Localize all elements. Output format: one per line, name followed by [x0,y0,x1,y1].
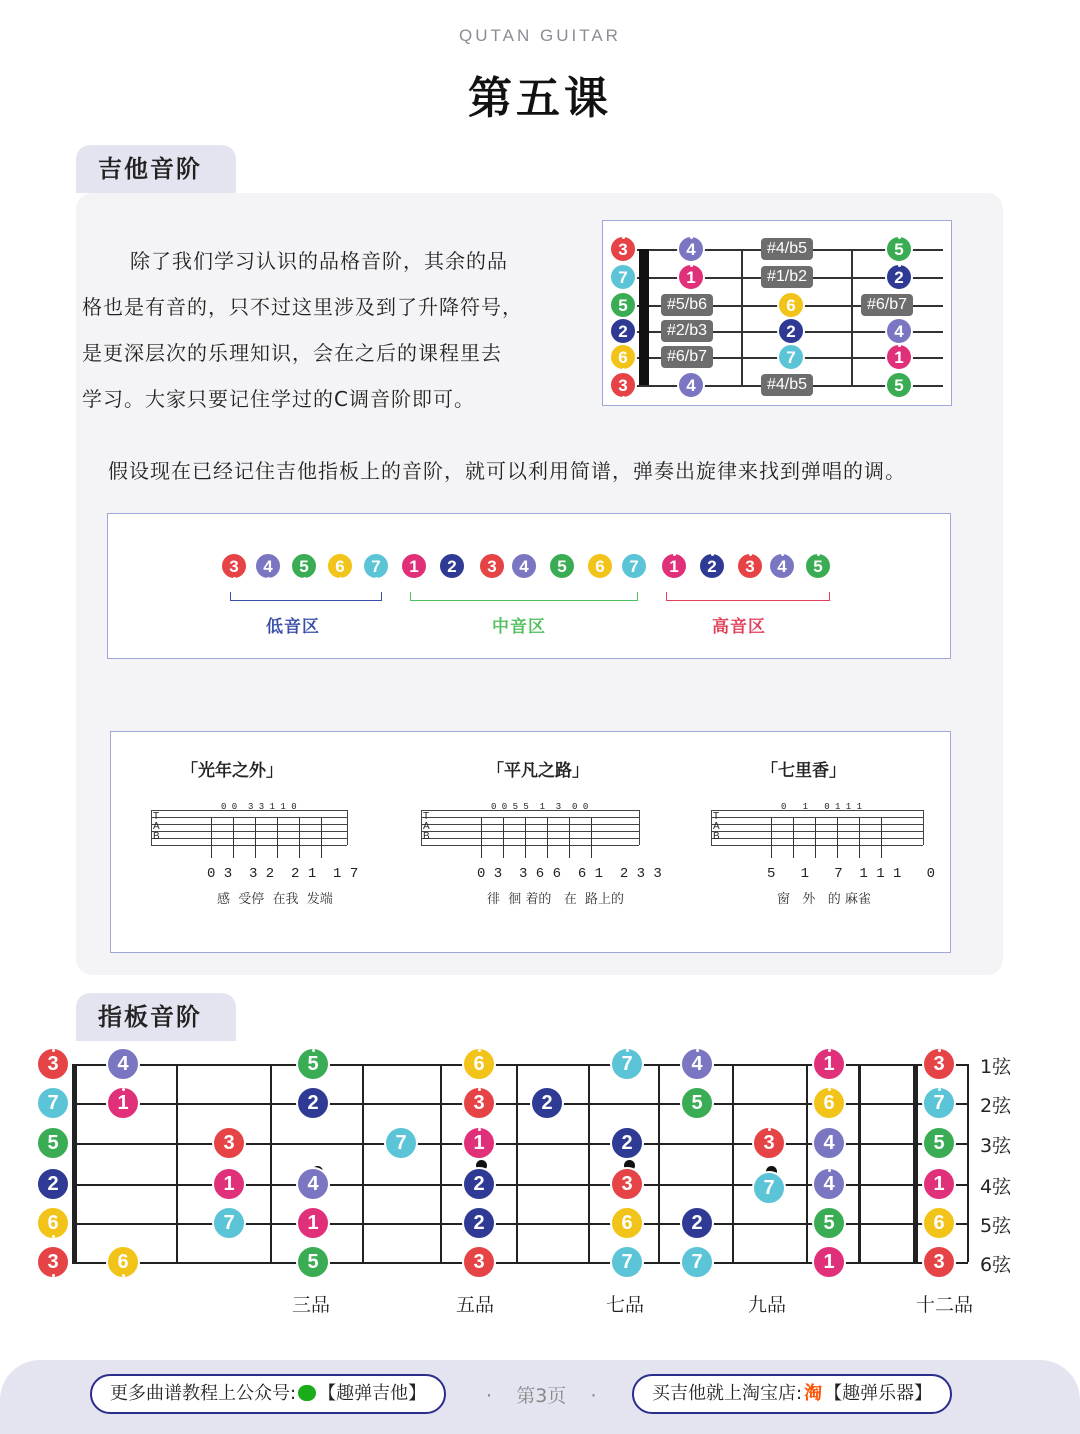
song-title: 「七里香」 [761,761,846,781]
note-2-dot: 2 [777,317,805,345]
wechat-pill[interactable] [90,1374,446,1414]
accidental-label: #5/b6 [661,294,713,316]
grid-line [151,831,347,832]
song-title: 「平凡之路」 [487,761,589,781]
string-label: 1弦 [980,1056,1012,1078]
note-4-dot: 4 [677,235,705,263]
grid-line [741,249,743,385]
note-4-dot: 4 [677,371,705,399]
lesson-title: 第五课 [468,73,612,124]
grid-line [859,818,860,858]
grid-line [711,810,712,845]
note-4-dot: 4 [768,552,796,580]
jianpu-notation: 5 1 7 1 1 1 0 [767,866,936,882]
page-number-wrap: · 第3页 · [486,1385,597,1407]
note-3-dot: 3 [609,371,637,399]
note-4-dot: 4 [680,1047,714,1081]
grid-line [440,1064,442,1262]
note-3-dot: 3 [752,1126,786,1160]
note-7-dot: 7 [609,263,637,291]
fret-label: 五品 [456,1294,495,1316]
fret-label: 九品 [748,1294,787,1316]
note-1-dot: 1 [106,1086,140,1120]
note-3-dot: 3 [36,1245,70,1279]
fretboard-diagram [0,1040,1080,1340]
grid-line [421,817,639,818]
note-6-dot: 6 [36,1206,70,1240]
note-6-dot: 6 [922,1206,956,1240]
jianpu-notation: 0 3 3 6 6 6 1 2 3 3 [477,866,662,882]
grid-line [547,818,548,858]
note-2-dot: 2 [609,317,637,345]
song-lyrics: 窗 外 的 麻雀 [777,892,871,907]
note-5-dot: 5 [804,552,832,580]
note-7-dot: 7 [384,1126,418,1160]
grid-line [913,1064,915,1262]
note-range-box [107,513,951,659]
note-7-dot: 7 [362,552,390,580]
grid-line [591,818,592,858]
note-3-dot: 3 [212,1126,246,1160]
note-2-dot: 2 [36,1167,70,1201]
grid-line [151,845,347,846]
tab-clef: T A B [153,811,160,842]
note-1-dot: 1 [660,552,688,580]
note-1-dot: 1 [812,1047,846,1081]
note-5-dot: 5 [609,291,637,319]
note-3-dot: 3 [462,1245,496,1279]
note-5-dot: 5 [922,1126,956,1160]
low-zone-bracket [230,592,382,601]
grid-line [151,824,347,825]
note-2-dot: 2 [462,1206,496,1240]
note-6-dot: 6 [106,1245,140,1279]
note-4-dot: 4 [812,1167,846,1201]
note-6-dot: 6 [610,1206,644,1240]
note-4-dot: 4 [885,317,913,345]
note-6-dot: 6 [609,343,637,371]
note-2-dot: 2 [680,1206,714,1240]
note-6-dot: 6 [462,1047,496,1081]
low-zone-label: 低音区 [266,617,320,637]
string-label: 4弦 [980,1176,1012,1198]
note-5-dot: 5 [36,1126,70,1160]
accidental-label: #1/b2 [761,266,813,288]
tab-clef: T A B [423,811,430,842]
intro-line: 除了我们学习认识的品格音阶，其余的品 [130,249,508,273]
note-2-dot: 2 [530,1086,564,1120]
note-6-dot: 6 [777,291,805,319]
taobao-icon: 淘 [804,1383,823,1404]
grid-line [732,1064,734,1262]
grid-line [915,1064,918,1262]
grid-line [255,818,256,858]
note-2-dot: 2 [438,552,466,580]
note-2-dot: 2 [885,263,913,291]
grid-line [270,1064,272,1262]
fret-label: 七品 [606,1294,645,1316]
intro-line: 格也是有音的，只不过这里涉及到了升降符号， [82,295,523,319]
grid-line [711,824,923,825]
string-label: 5弦 [980,1215,1012,1237]
grid-line [151,810,152,845]
song-lyrics: 徘 徊 着的 在 路上的 [487,892,625,907]
note-5-dot: 5 [680,1086,714,1120]
grid-line [421,810,422,845]
grid-line [151,838,347,839]
note-1-dot: 1 [400,552,428,580]
note-2-dot: 2 [698,552,726,580]
grid-line [923,810,924,845]
note-5-dot: 5 [885,235,913,263]
intro-text [82,238,582,422]
grid-line [967,1064,969,1262]
note-3-dot: 3 [478,552,506,580]
tab-fret-numbers: 0 0 5 5 1 3 0 0 [491,802,589,812]
note-3-dot: 3 [220,552,248,580]
note-1-dot: 1 [885,343,913,371]
grid-line [211,818,212,858]
string-label: 2弦 [980,1095,1012,1117]
note-7-dot: 7 [922,1086,956,1120]
grid-line [503,818,504,858]
note-1-dot: 1 [462,1126,496,1160]
note-4-dot: 4 [812,1126,846,1160]
accidental-label: #2/b3 [661,320,713,342]
section-title-scales: 吉他音阶 [76,145,236,193]
note-4-dot: 4 [296,1167,330,1201]
grid-line [881,818,882,858]
accidental-label: #4/b5 [761,238,813,260]
grid-line [299,818,300,858]
note-2-dot: 2 [610,1126,644,1160]
note-5-dot: 5 [812,1206,846,1240]
tab-clef: T A B [713,811,720,842]
note-5-dot: 5 [296,1245,330,1279]
grid-line [525,818,526,858]
mid-zone-bracket [410,592,638,601]
note-3-dot: 3 [609,235,637,263]
grid-line [516,1064,518,1262]
grid-line [711,845,923,846]
accidental-label: #6/b7 [661,346,713,368]
note-7-dot: 7 [610,1245,644,1279]
note-1-dot: 1 [677,263,705,291]
note-3-dot: 3 [922,1245,956,1279]
grid-line [421,845,639,846]
grid-line [851,249,853,385]
note-3-dot: 3 [462,1086,496,1120]
note-7-dot: 7 [752,1171,786,1205]
section-title-fretboard: 指板音阶 [76,993,236,1041]
accidental-label: #4/b5 [761,374,813,396]
grid-line [639,249,649,385]
note-5-dot: 5 [885,371,913,399]
grid-line [321,818,322,858]
footer [0,1360,1080,1434]
note-6-dot: 6 [586,552,614,580]
note-5-dot: 5 [290,552,318,580]
grid-line [711,831,923,832]
grid-line [711,817,923,818]
instruction-sentence: 假设现在已经记住吉他指板上的音阶，就可以利用简谱，弹奏出旋律来找到弹唱的调。 [108,459,906,483]
grid-line [481,818,482,858]
song-lyrics: 感 受停 在我 发端 [217,892,333,907]
note-2-dot: 2 [462,1167,496,1201]
note-1-dot: 1 [212,1167,246,1201]
note-7-dot: 7 [620,552,648,580]
grid-line [233,818,234,858]
note-3-dot: 3 [922,1047,956,1081]
intro-line: 学习。大家只要记住学过的C调音阶即可。 [82,387,475,411]
grid-line [858,1064,861,1262]
grid-line [815,818,816,858]
grid-line [639,810,640,845]
grid-line [421,824,639,825]
high-zone-bracket [666,592,830,601]
page-number: 第3页 [516,1385,567,1407]
note-4-dot: 4 [510,552,538,580]
grid-line [72,1064,77,1262]
grid-line [277,818,278,858]
taobao-pill[interactable] [632,1374,952,1414]
intro-line: 是更深层次的乐理知识，会在之后的课程里去 [82,341,502,365]
fret-label: 十二品 [916,1294,974,1316]
grid-line [793,818,794,858]
note-7-dot: 7 [777,343,805,371]
note-5-dot: 5 [296,1047,330,1081]
grid-line [421,831,639,832]
note-5-dot: 5 [548,552,576,580]
grid-line [176,1064,178,1262]
grid-line [806,1064,808,1262]
wechat-label: 更多曲谱教程上公众号: [110,1383,297,1404]
accidental-label: #6/b7 [861,294,913,316]
grid-line [569,818,570,858]
grid-line [421,838,639,839]
grid-line [362,1064,364,1262]
tab-fret-numbers: 0 0 3 3 1 1 0 [221,802,297,812]
note-7-dot: 7 [610,1047,644,1081]
high-zone-label: 高音区 [712,617,766,637]
grid-line [347,810,348,845]
note-6-dot: 6 [812,1086,846,1120]
note-1-dot: 1 [296,1206,330,1240]
string-label: 6弦 [980,1254,1012,1276]
note-2-dot: 2 [296,1086,330,1120]
song-title: 「光年之外」 [181,761,283,781]
mid-zone-label: 中音区 [492,617,546,637]
note-6-dot: 6 [326,552,354,580]
tab-fret-numbers: 0 1 0 1 1 1 [781,802,863,812]
note-3-dot: 3 [36,1047,70,1081]
note-4-dot: 4 [106,1047,140,1081]
note-1-dot: 1 [812,1245,846,1279]
note-7-dot: 7 [680,1245,714,1279]
note-4-dot: 4 [254,552,282,580]
note-3-dot: 3 [736,552,764,580]
grid-line [711,838,923,839]
note-1-dot: 1 [922,1167,956,1201]
string-label: 3弦 [980,1135,1012,1157]
song-examples-box [110,731,951,953]
grid-line [771,818,772,858]
wechat-icon [298,1385,316,1401]
fret-label: 三品 [292,1294,331,1316]
mini-fretboard [602,220,952,406]
grid-line [151,817,347,818]
brand: QUTAN GUITAR [459,26,621,45]
note-7-dot: 7 [36,1086,70,1120]
grid-line [588,1064,590,1262]
grid-line [837,818,838,858]
grid-line [658,1064,660,1262]
jianpu-notation: 0 3 3 2 2 1 1 7 [207,866,359,882]
note-3-dot: 3 [610,1167,644,1201]
note-7-dot: 7 [212,1206,246,1240]
taobao-label: 买吉他就上淘宝店: [652,1383,803,1404]
wechat-account: 【趣弹吉他】 [318,1383,427,1404]
taobao-store: 【趣弹乐器】 [824,1383,933,1404]
